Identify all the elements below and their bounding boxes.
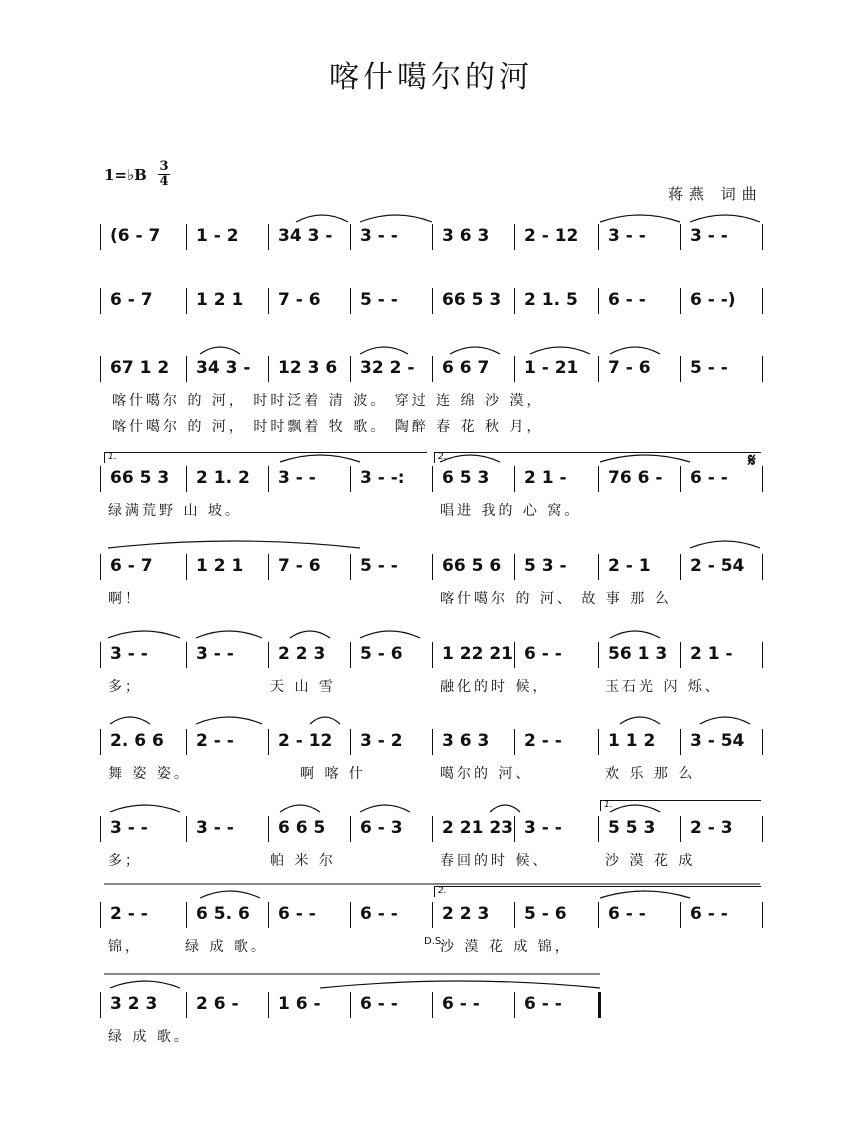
measure: 2 - 12 bbox=[278, 731, 333, 751]
slur-arc bbox=[440, 455, 500, 462]
lyric-line: 啊 喀 什 bbox=[300, 766, 366, 782]
slur-arc bbox=[530, 347, 590, 354]
lyric-line: 多； bbox=[108, 853, 142, 869]
slur-arc bbox=[110, 717, 150, 724]
measure: 5 - - bbox=[360, 556, 398, 576]
slur-arc bbox=[196, 717, 262, 724]
measure: 6 - - bbox=[360, 994, 398, 1014]
credit-line: 蒋燕 词曲 bbox=[668, 185, 763, 203]
measure: 34 3 - bbox=[278, 226, 333, 246]
lyric-line: 啊！ bbox=[108, 591, 142, 607]
measure: 2 2 3 bbox=[278, 644, 326, 664]
measure: 5 - 6 bbox=[360, 644, 403, 664]
measure: 3 - -: bbox=[360, 468, 405, 488]
measure: 3 - - bbox=[690, 226, 728, 246]
lyric-line: 喀什噶尔 的 河、 故 事 那 么 bbox=[440, 591, 672, 607]
slur-arc bbox=[360, 215, 432, 222]
measure: 2. 6 6 bbox=[110, 731, 164, 751]
lyric-line: 唱进 我的 心 窝。 bbox=[440, 503, 582, 519]
measure: 6 - 3 bbox=[360, 818, 403, 838]
measure: 3 6 3 bbox=[442, 731, 490, 751]
measure: 7 - 6 bbox=[278, 556, 321, 576]
measure: 3 6 3 bbox=[442, 226, 490, 246]
measure: 2 1 - bbox=[690, 644, 733, 664]
slur-arc bbox=[360, 347, 408, 354]
measure: 6 5. 6 bbox=[196, 904, 250, 924]
measure: 5 - - bbox=[360, 290, 398, 310]
slur-arc bbox=[700, 717, 750, 724]
slur-arc bbox=[450, 347, 500, 354]
measure: 2 6 - bbox=[196, 994, 239, 1014]
lyric-line: 融化的时 候， bbox=[440, 679, 550, 695]
meter-bottom: 4 bbox=[159, 174, 169, 189]
measure: 6 - - bbox=[278, 904, 316, 924]
lyric-line: 天 山 雪 bbox=[270, 679, 336, 695]
measure: 2 - 1 bbox=[608, 556, 651, 576]
measure: 1 1 2 bbox=[608, 731, 656, 751]
measure: 2 - - bbox=[524, 731, 562, 751]
ds-marking: D.S. bbox=[424, 936, 445, 947]
measure: 76 6 - bbox=[608, 468, 663, 488]
slur-arc bbox=[280, 455, 360, 462]
slur-arc bbox=[110, 981, 180, 988]
lyric-line: 玉石光 闪 烁、 bbox=[605, 679, 722, 695]
measure: 5 - - bbox=[690, 358, 728, 378]
slur-arc bbox=[610, 631, 660, 638]
slur-arc bbox=[620, 717, 660, 724]
lyric-line: 舞 姿 姿。 bbox=[108, 766, 191, 782]
slur-arc bbox=[196, 631, 262, 638]
slur-arc bbox=[690, 215, 760, 222]
measure: 12 3 6 bbox=[278, 358, 338, 378]
measure: 3 - - bbox=[110, 818, 148, 838]
volta-number: 1. bbox=[604, 800, 613, 810]
measure: 6 - - bbox=[608, 904, 646, 924]
measure: 66 5 3 bbox=[442, 290, 502, 310]
lyric-line: 欢 乐 那 么 bbox=[605, 766, 696, 782]
measure: 1 22 21 bbox=[442, 644, 513, 664]
key-signature: 1=♭B bbox=[104, 166, 147, 184]
measure: 7 - 6 bbox=[278, 290, 321, 310]
measure: 67 1 2 bbox=[110, 358, 170, 378]
measure: 2 - - bbox=[110, 904, 148, 924]
slur-arc bbox=[200, 891, 260, 898]
lyric-line: 喀什噶尔 的 河， 时时泛着 清 波。 穿过 连 绵 沙 漠， bbox=[112, 393, 544, 409]
measure: 6 - 7 bbox=[110, 556, 153, 576]
volta-number: 2. bbox=[438, 886, 447, 896]
measure: 1 2 1 bbox=[196, 290, 244, 310]
measure: 56 1 3 bbox=[608, 644, 668, 664]
slur-arc bbox=[110, 805, 180, 812]
measure: 3 - - bbox=[110, 644, 148, 664]
measure: 3 - - bbox=[196, 818, 234, 838]
measure: 3 - - bbox=[360, 226, 398, 246]
measure: 1 - 21 bbox=[524, 358, 579, 378]
measure: (6 - 7 bbox=[110, 226, 161, 246]
measure: 2 - 3 bbox=[690, 818, 733, 838]
measure: 6 - - bbox=[524, 644, 562, 664]
slur-arc bbox=[200, 347, 240, 354]
slur-arc bbox=[610, 805, 660, 812]
lyric-line: 沙 漠 花 成 bbox=[605, 853, 696, 869]
lyric-line: 锦， bbox=[108, 939, 142, 955]
measure: 7 - 6 bbox=[608, 358, 651, 378]
lyric-line: 帕 米 尔 bbox=[270, 853, 336, 869]
slur-arc bbox=[320, 981, 600, 988]
page-title: 喀什噶尔的河 bbox=[329, 60, 533, 95]
measure: 6 - - bbox=[690, 468, 728, 488]
lyric-line: 绿 成 歌。 bbox=[185, 939, 268, 955]
slur-arc bbox=[108, 631, 180, 638]
slur-arc bbox=[360, 805, 410, 812]
slur-arc bbox=[290, 631, 330, 638]
lyric-line: 绿满荒野 山 坡。 bbox=[108, 503, 242, 519]
measure: 2 1 - bbox=[524, 468, 567, 488]
lyric-line: 春回的时 候、 bbox=[440, 853, 550, 869]
lyric-line: 沙 漠 花 成 锦， bbox=[440, 939, 572, 955]
measure: 3 - - bbox=[608, 226, 646, 246]
slur-arc bbox=[360, 631, 420, 638]
measure: 1 6 - bbox=[278, 994, 321, 1014]
measure: 6 6 7 bbox=[442, 358, 490, 378]
measure: 3 - 54 bbox=[690, 731, 745, 751]
measure: 5 5 3 bbox=[608, 818, 656, 838]
measure: 6 - 7 bbox=[110, 290, 153, 310]
slur-arc bbox=[600, 891, 690, 898]
slur-arc bbox=[690, 541, 760, 548]
lyric-line: 绿 成 歌。 bbox=[108, 1029, 191, 1045]
measure: 6 5 3 bbox=[442, 468, 490, 488]
measure: 2 - - bbox=[196, 731, 234, 751]
measure: 2 2 3 bbox=[442, 904, 490, 924]
measure: 6 - - bbox=[690, 904, 728, 924]
volta-number: 2. bbox=[438, 452, 447, 462]
measure: 6 - - bbox=[524, 994, 562, 1014]
measure: 6 6 5 bbox=[278, 818, 326, 838]
slur-arc bbox=[600, 215, 680, 222]
measure: 2 - 12 bbox=[524, 226, 579, 246]
slur-arc bbox=[296, 215, 348, 222]
measure: 2 - 54 bbox=[690, 556, 745, 576]
measure: 1 - 2 bbox=[196, 226, 239, 246]
slur-arc bbox=[280, 805, 320, 812]
meter-top: 3 bbox=[159, 159, 169, 174]
slur-arc bbox=[490, 805, 520, 812]
measure: 3 - - bbox=[524, 818, 562, 838]
slur-arc bbox=[310, 717, 340, 724]
measure: 6 - -) bbox=[690, 290, 736, 310]
segno-icon: 𝄋 bbox=[748, 450, 756, 471]
lyric-line: 多； bbox=[108, 679, 142, 695]
measure: 2 1. 5 bbox=[524, 290, 578, 310]
measure: 32 2 - bbox=[360, 358, 415, 378]
slur-arc bbox=[610, 347, 660, 354]
measure: 2 21 23 bbox=[442, 818, 513, 838]
measure: 3 2 3 bbox=[110, 994, 158, 1014]
measure: 66 5 6 bbox=[442, 556, 502, 576]
measure: 5 3 - bbox=[524, 556, 567, 576]
measure: 3 - 2 bbox=[360, 731, 403, 751]
slur-arc bbox=[108, 541, 360, 548]
measure: 1 2 1 bbox=[196, 556, 244, 576]
measure: 2 1. 2 bbox=[196, 468, 250, 488]
measure: 5 - 6 bbox=[524, 904, 567, 924]
measure: 6 - - bbox=[608, 290, 646, 310]
measure: 34 3 - bbox=[196, 358, 251, 378]
measure: 6 - - bbox=[360, 904, 398, 924]
slur-arc bbox=[600, 455, 690, 462]
volta-number: 1. bbox=[108, 452, 117, 462]
measure: 6 - - bbox=[442, 994, 480, 1014]
measure: 3 - - bbox=[278, 468, 316, 488]
measure: 3 - - bbox=[196, 644, 234, 664]
lyric-line: 噶尔的 河、 bbox=[440, 766, 533, 782]
measure: 66 5 3 bbox=[110, 468, 170, 488]
lyric-line: 喀什噶尔 的 河， 时时飘着 牧 歌。 陶醉 春 花 秋 月， bbox=[112, 419, 544, 435]
